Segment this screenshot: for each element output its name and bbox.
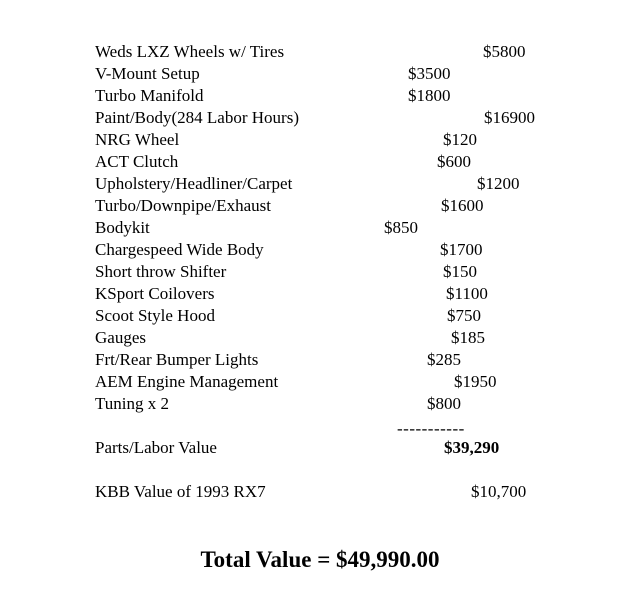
item-label: Short throw Shifter (95, 262, 227, 281)
item-label: Frt/Rear Bumper Lights (95, 350, 259, 369)
item-label: ACT Clutch (95, 152, 179, 171)
item-label: AEM Engine Management (95, 372, 279, 391)
item-label: Weds LXZ Wheels w/ Tires (95, 42, 285, 61)
item-price: $1800 (408, 86, 451, 105)
item-label: Turbo/Downpipe/Exhaust (95, 196, 271, 215)
item-price: $600 (437, 152, 471, 171)
item-label: NRG Wheel (95, 130, 180, 149)
item-label: V-Mount Setup (95, 64, 200, 83)
item-label: Paint/Body(284 Labor Hours) (95, 108, 299, 127)
item-price: $800 (427, 394, 461, 413)
item-price: $1700 (440, 240, 483, 259)
item-price: $1950 (454, 372, 497, 391)
item-price: $16900 (484, 108, 535, 127)
item-price: $120 (443, 130, 477, 149)
item-price: $185 (451, 328, 485, 347)
item-label: Bodykit (95, 218, 150, 237)
parts-labor-value: $39,290 (444, 438, 500, 457)
kbb-value: $10,700 (471, 482, 527, 501)
item-label: KSport Coilovers (95, 284, 215, 303)
item-label: Turbo Manifold (95, 86, 204, 105)
item-label: Tuning x 2 (95, 394, 170, 413)
item-price: $1600 (441, 196, 484, 215)
item-label: Scoot Style Hood (95, 306, 215, 325)
parts-labor-label: Parts/Labor Value (95, 438, 217, 457)
total-value: Total Value = $49,990.00 (200, 547, 440, 572)
item-price: $750 (447, 306, 481, 325)
item-price: $850 (384, 218, 418, 237)
item-label: Chargespeed Wide Body (95, 240, 264, 259)
kbb-label: KBB Value of 1993 RX7 (95, 482, 266, 501)
item-price: $3500 (408, 64, 451, 83)
total-separator: ----------- (397, 419, 465, 438)
item-price: $285 (427, 350, 461, 369)
item-price: $1100 (446, 284, 488, 303)
item-label: Upholstery/Headliner/Carpet (95, 174, 293, 193)
item-label: Gauges (95, 328, 146, 347)
item-price: $1200 (477, 174, 520, 193)
item-price: $150 (443, 262, 477, 281)
item-price: $5800 (483, 42, 526, 61)
